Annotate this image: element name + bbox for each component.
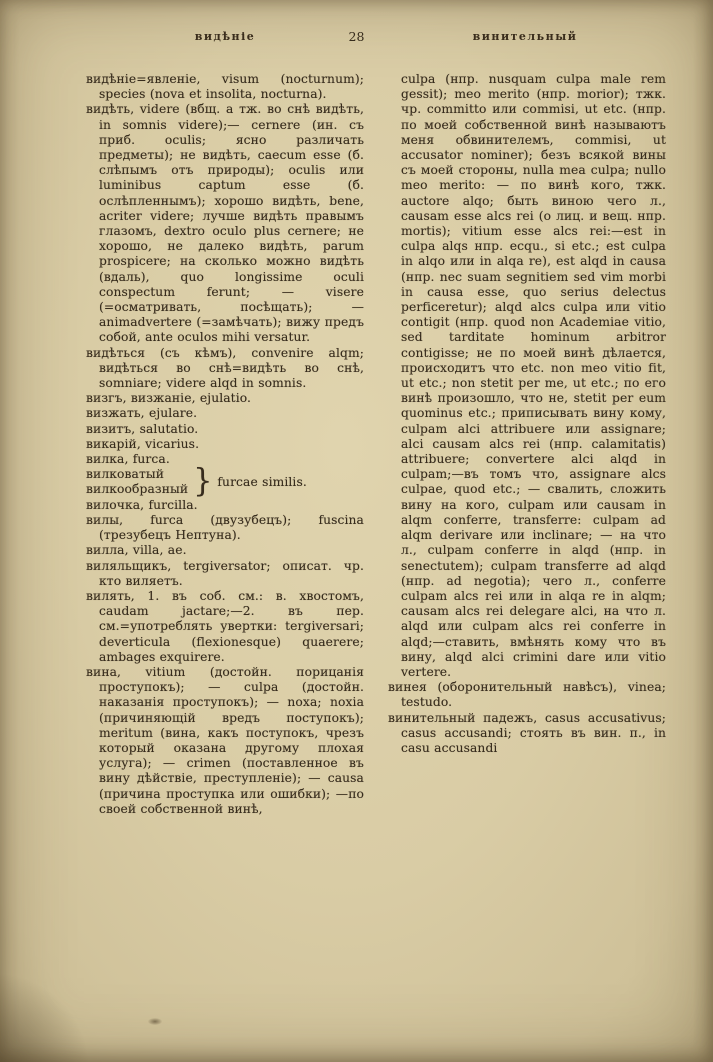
dictionary-entry: винея (оборонительный навѣсъ), vinea; testudo. (388, 680, 666, 710)
dictionary-entry: видѣться (съ кѣмъ), convenire alqm; видѣться во снѣ=видѣть во снѣ, somniare; videre alqd in somnis. (86, 345, 364, 391)
guide-word-right: винительный (472, 30, 578, 43)
headword: вилкообразный (86, 482, 189, 497)
dictionary-entry: видѣніе=явленіе, visum (nocturnum); species (nova et insolita, nocturna). (86, 72, 364, 102)
dictionary-entry: визжать, ejulare. (86, 406, 198, 421)
left-column (86, 72, 364, 817)
text-columns (86, 72, 666, 817)
dictionary-entry: визгъ, визжаніе, ejulatio. (86, 391, 252, 406)
headword-stack (86, 467, 188, 497)
scan-corner-shadow (0, 972, 90, 1062)
dictionary-entry: вилочка, furcilla. (86, 497, 198, 512)
page-number: 28 (348, 29, 365, 44)
dictionary-entry: вилка, furca. (86, 452, 170, 467)
running-header (0, 30, 713, 48)
ink-smudge (148, 1018, 162, 1025)
dictionary-entry: винительный падежъ, casus accusativus; casus accusandi; стоять въ вин. п., in casu accusandi (388, 710, 666, 755)
brace-glyph: } (193, 463, 213, 501)
dictionary-entry: виляльщикъ, tergiversator; описат. чр. кто виляетъ. (86, 558, 364, 588)
dictionary-entry: викарій, vicarius. (86, 436, 200, 451)
right-column (388, 72, 666, 817)
dictionary-entry: вилы, furca (двузубецъ); fuscina (трезубецъ Нептуна). (86, 512, 364, 543)
entry-continuation: culpa (нпр. nusquam culpa male rem gessit); meo merito (нпр. morior); тжк. чр. committo или commisi, ut etc. (нпр. по моей собственной винѣ называютъ меня обвинителемъ, commisi, ut accusator nominer); безъ всякой вины съ моей стороны, nulla mea culpa; nullo meo merito: — по винѣ кого, тжк. auctore alqo; быть виною чего л., causam esse alcs rei (о лиц. и вещ. нпр. mortis); vitium esse alcs rei:—est in culpa alqs нпр. ecqu., si etc.; est culpa in alqo или in alqa re), est alqd in causa (нпр. nec suam segnitiem sed vim morbi in causa esse, quo serius delectus perficeretur); alqd alcs culpa или vitio contigit (нпр. quod non Academiae vitio, sed tarditate hominum arbitror contigisse; не по моей винѣ дѣлается, происходитъ что etc. non meo vitio fit, ut etc.; non stetit per me, ut etc.; по его винѣ произошло, что не, stetit per eum quominus etc.; приписывать вину кому, culpam alci attribuere или assignare; alci causam alcs rei (нпр. calamitatis) attribuere; convertere alci alqd in culpam;—въ томъ что, assignare alcs culpae, quod etc.; — свалить, сложить вину на кого, culpam или causam in alqm conferre, transferre: culpam ad alqm derivare или inclinare; — на что л., culpam conferre in alqd (нпр. in senectutem); culpam transferre ad alqd (нпр. ad negotia); чего л., conferre culpam alcs rei или in alqa re in alqm; causam alcs rei delegare alci, на что л. alqd или culpam alcs rei conferre in alqd;—ставить, вмѣнять кому что въ вину, alqd alci crimini dare или vitio vertere. (401, 72, 666, 679)
headword: вилковатый (86, 467, 165, 482)
guide-word-left: видѣніе (194, 30, 256, 43)
dictionary-entry: видѣть, videre (вбщ. а тж. во снѣ видѣть, in somnis videre);— cernere (ин. съ приб. oculis; ясно различать предметы); не видѣть, caecum esse (б. слѣпымъ отъ природы); oculis или luminibus captum esse (б. ослѣпленнымъ); хорошо видѣть, bene, acriter videre; лучше видѣть правымъ глазомъ, dextro oculo plus cernere; не хорошо, не далеко видѣть, parum prospicere; на сколько можно видѣть (вдаль), quo longissime oculi conspectum ferunt; — visere (=осматривать, посѣщать); — animadvertere (=замѣчать); вижу предъ собой, ante oculos mihi versatur. (86, 102, 364, 345)
dictionary-entry: вилять, 1. въ соб. см.: в. хвостомъ, caudam jactare;—2. въ пер. см.=употреблять увертки: tergiversari; deverticula (flexionesque) quaerere; ambages exquirere. (86, 588, 364, 664)
dictionary-entry-brace (86, 463, 364, 501)
dictionary-entry: визитъ, salutatio. (86, 421, 199, 436)
dictionary-entry: вилла, villa, ae. (86, 543, 187, 558)
dictionary-entry: вина, vitium (достойн. порицанія проступокъ); — culpa (достойн. наказанія проступокъ); — noxa; noxia (причиняющій вредъ поступокъ); meritum (вина, какъ поступокъ, чрезъ который оказана другому плохая услуга); — crimen (поставленное въ вину дѣйствіе, преступленіе); — causa (причина проступка или ошибки); —по своей собственной винѣ, (86, 664, 364, 816)
translation: furcae similis. (217, 474, 307, 489)
